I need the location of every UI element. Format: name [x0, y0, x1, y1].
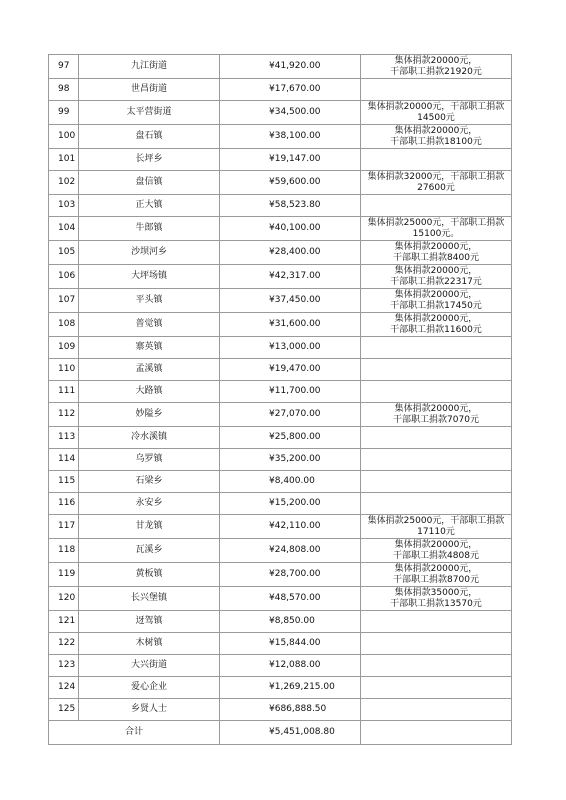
donation-amount: ¥42,110.00 [220, 515, 361, 539]
row-number: 117 [49, 515, 79, 539]
table-row [49, 655, 512, 677]
donation-table [48, 54, 512, 745]
unit-name: 石梁乡 [79, 471, 220, 493]
unit-name: 世昌街道 [79, 79, 220, 101]
row-number: 113 [49, 427, 79, 449]
donation-amount: ¥27,070.00 [220, 403, 361, 427]
donation-amount: ¥11,700.00 [220, 381, 361, 403]
unit-name: 长坪乡 [79, 149, 220, 171]
donation-note: 集体捐款20000元， 干部职工捐款8700元 [361, 563, 512, 587]
donation-note: 集体捐款35000元， 干部职工捐款13570元 [361, 587, 512, 611]
table-row [49, 265, 512, 289]
unit-name: 瓦溪乡 [79, 539, 220, 563]
donation-amount: ¥58,523.80 [220, 195, 361, 217]
donation-note: 集体捐款20000元， 干部职工捐款17450元 [361, 289, 512, 313]
unit-name: 太平营街道 [79, 101, 220, 125]
donation-note [361, 611, 512, 633]
unit-name: 甘龙镇 [79, 515, 220, 539]
table-row [49, 217, 512, 241]
donation-amount: ¥17,670.00 [220, 79, 361, 101]
row-number: 122 [49, 633, 79, 655]
row-number: 98 [49, 79, 79, 101]
row-number: 103 [49, 195, 79, 217]
table-row [49, 149, 512, 171]
donation-amount: ¥24,808.00 [220, 539, 361, 563]
table-row [49, 337, 512, 359]
table-row [49, 539, 512, 563]
donation-amount: ¥19,147.00 [220, 149, 361, 171]
row-number: 110 [49, 359, 79, 381]
donation-amount: ¥8,850.00 [220, 611, 361, 633]
donation-amount: ¥686,888.50 [220, 699, 361, 721]
donation-amount: ¥15,200.00 [220, 493, 361, 515]
row-number: 100 [49, 125, 79, 149]
donation-amount: ¥13,000.00 [220, 337, 361, 359]
unit-name: 迓驾镇 [79, 611, 220, 633]
unit-name: 沙坝河乡 [79, 241, 220, 265]
row-number: 97 [49, 55, 79, 79]
unit-name: 妙隘乡 [79, 403, 220, 427]
donation-amount: ¥48,570.00 [220, 587, 361, 611]
row-number: 102 [49, 171, 79, 195]
donation-amount: ¥12,088.00 [220, 655, 361, 677]
donation-note [361, 449, 512, 471]
table-row [49, 449, 512, 471]
donation-amount: ¥34,500.00 [220, 101, 361, 125]
unit-name: 乡贤人士 [79, 699, 220, 721]
unit-name: 乌罗镇 [79, 449, 220, 471]
donation-note [361, 195, 512, 217]
unit-name: 木树镇 [79, 633, 220, 655]
table-row [49, 381, 512, 403]
unit-name: 寨英镇 [79, 337, 220, 359]
unit-name: 正大镇 [79, 195, 220, 217]
table-row [49, 427, 512, 449]
donation-note [361, 337, 512, 359]
donation-amount: ¥42,317.00 [220, 265, 361, 289]
donation-amount: ¥41,920.00 [220, 55, 361, 79]
row-number: 120 [49, 587, 79, 611]
donation-note [361, 655, 512, 677]
row-number: 111 [49, 381, 79, 403]
unit-name: 爱心企业 [79, 677, 220, 699]
row-number: 121 [49, 611, 79, 633]
donation-amount: ¥15,844.00 [220, 633, 361, 655]
unit-name: 大兴街道 [79, 655, 220, 677]
unit-name: 平头镇 [79, 289, 220, 313]
table-row [49, 403, 512, 427]
donation-amount: ¥1,269,215.00 [220, 677, 361, 699]
row-number: 105 [49, 241, 79, 265]
table-row [49, 563, 512, 587]
donation-note [361, 493, 512, 515]
row-number: 101 [49, 149, 79, 171]
table-row [49, 289, 512, 313]
unit-name: 普觉镇 [79, 313, 220, 337]
row-number: 106 [49, 265, 79, 289]
row-number: 114 [49, 449, 79, 471]
table-row [49, 241, 512, 265]
unit-name: 九江街道 [79, 55, 220, 79]
donation-note: 集体捐款20000元， 干部职工捐款8400元 [361, 241, 512, 265]
donation-amount: ¥35,200.00 [220, 449, 361, 471]
donation-amount: ¥37,450.00 [220, 289, 361, 313]
row-number: 123 [49, 655, 79, 677]
row-number: 125 [49, 699, 79, 721]
donation-amount: ¥19,470.00 [220, 359, 361, 381]
total-amount: ¥5,451,008.80 [220, 721, 361, 745]
table-row [49, 195, 512, 217]
unit-name: 永安乡 [79, 493, 220, 515]
donation-note: 集体捐款20000元， 干部职工捐款11600元 [361, 313, 512, 337]
total-label: 合计 [49, 721, 220, 745]
table-row [49, 101, 512, 125]
table-row [49, 515, 512, 539]
donation-note: 集体捐款20000元， 干部职工捐款18100元 [361, 125, 512, 149]
total-row [49, 721, 512, 745]
table-row [49, 471, 512, 493]
donation-note [361, 427, 512, 449]
donation-note [361, 79, 512, 101]
table-row [49, 55, 512, 79]
unit-name: 大坪场镇 [79, 265, 220, 289]
row-number: 104 [49, 217, 79, 241]
unit-name: 牛郎镇 [79, 217, 220, 241]
donation-amount: ¥25,800.00 [220, 427, 361, 449]
unit-name: 孟溪镇 [79, 359, 220, 381]
table-row [49, 359, 512, 381]
donation-amount: ¥28,700.00 [220, 563, 361, 587]
table-row [49, 125, 512, 149]
row-number: 112 [49, 403, 79, 427]
unit-name: 大路镇 [79, 381, 220, 403]
donation-note: 集体捐款20000元， 干部职工捐款7070元 [361, 403, 512, 427]
donation-note: 集体捐款25000元，干部职工捐款 15100元。 [361, 217, 512, 241]
donation-note: 集体捐款25000元，干部职工捐款 17110元 [361, 515, 512, 539]
donation-note [361, 471, 512, 493]
unit-name: 冷水溪镇 [79, 427, 220, 449]
row-number: 119 [49, 563, 79, 587]
donation-note [361, 381, 512, 403]
donation-note: 集体捐款20000元， 干部职工捐款22317元 [361, 265, 512, 289]
row-number: 107 [49, 289, 79, 313]
unit-name: 盘信镇 [79, 171, 220, 195]
donation-note [361, 677, 512, 699]
row-number: 118 [49, 539, 79, 563]
table-row [49, 633, 512, 655]
donation-note: 集体捐款20000元， 干部职工捐款4808元 [361, 539, 512, 563]
table-row [49, 79, 512, 101]
table-row [49, 611, 512, 633]
total-note [361, 721, 512, 745]
table-row [49, 493, 512, 515]
unit-name: 盘石镇 [79, 125, 220, 149]
donation-amount: ¥31,600.00 [220, 313, 361, 337]
donation-note: 集体捐款32000元，干部职工捐款 27600元 [361, 171, 512, 195]
table-row [49, 587, 512, 611]
donation-note: 集体捐款20000元，干部职工捐款 14500元 [361, 101, 512, 125]
row-number: 109 [49, 337, 79, 359]
row-number: 124 [49, 677, 79, 699]
donation-amount: ¥28,400.00 [220, 241, 361, 265]
row-number: 116 [49, 493, 79, 515]
unit-name: 黄板镇 [79, 563, 220, 587]
table-row [49, 171, 512, 195]
row-number: 108 [49, 313, 79, 337]
donation-amount: ¥59,600.00 [220, 171, 361, 195]
donation-amount: ¥8,400.00 [220, 471, 361, 493]
table-row [49, 677, 512, 699]
donation-amount: ¥38,100.00 [220, 125, 361, 149]
row-number: 115 [49, 471, 79, 493]
donation-note [361, 633, 512, 655]
donation-note [361, 699, 512, 721]
donation-note: 集体捐款20000元， 干部职工捐款21920元 [361, 55, 512, 79]
donation-note [361, 359, 512, 381]
unit-name: 长兴堡镇 [79, 587, 220, 611]
table-row [49, 313, 512, 337]
donation-note [361, 149, 512, 171]
row-number: 99 [49, 101, 79, 125]
table-row [49, 699, 512, 721]
table-body [49, 55, 512, 721]
donation-amount: ¥40,100.00 [220, 217, 361, 241]
